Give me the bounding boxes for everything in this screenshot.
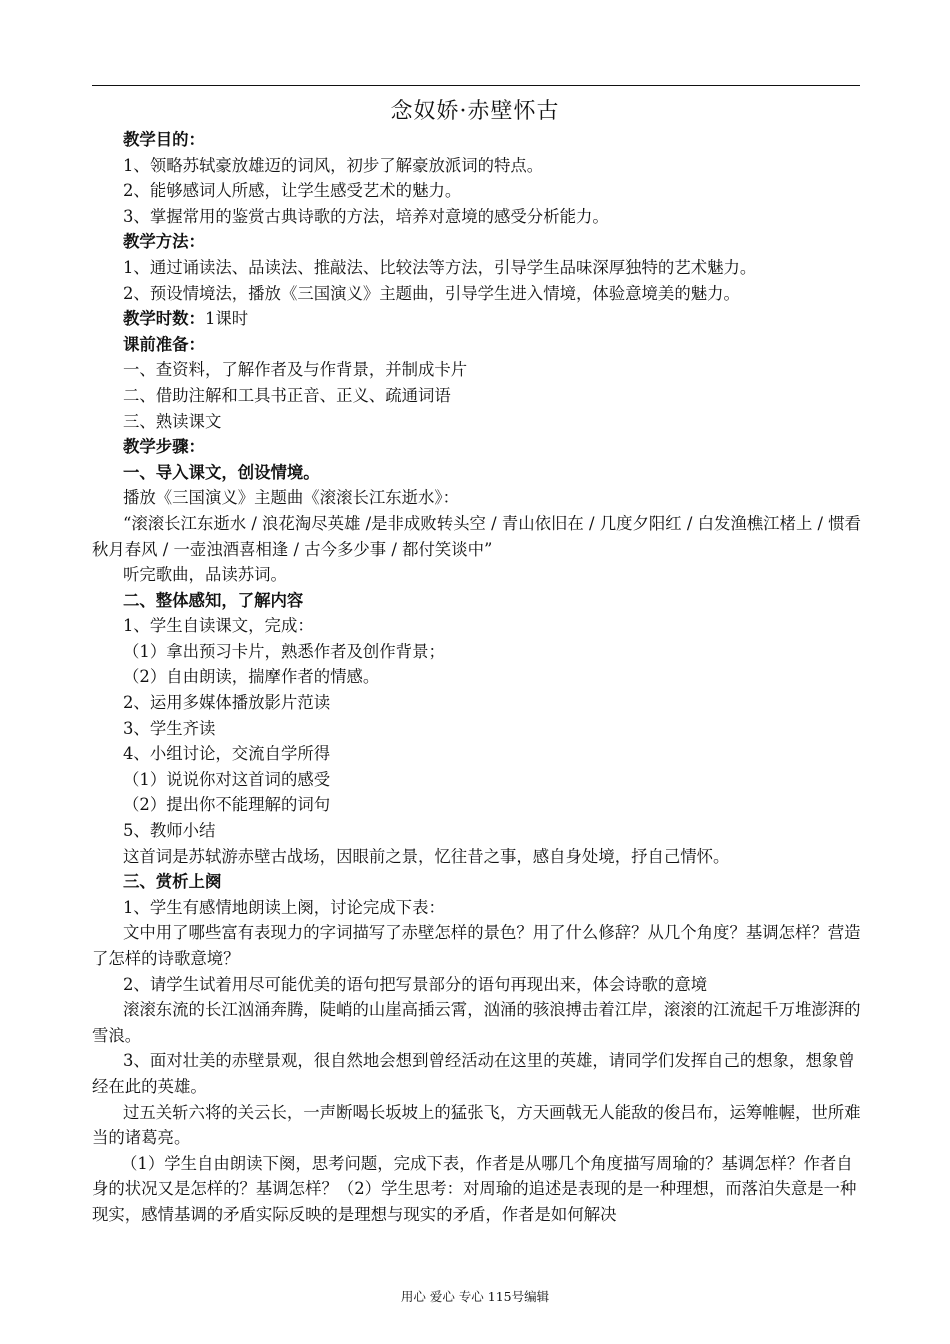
heading-preparation: 课前准备： [123,334,205,354]
page-footer: 用心 爱心 专心 115号编辑 [400,1289,550,1304]
step-2-heading: 二、整体感知，了解内容 [123,590,304,610]
preparation-1: 一、查资料，了解作者及与作背景，并制成卡片 [123,360,468,380]
step-3-item-2: 2、请学生试着用尽可能优美的语句把写景部分的语句再现出来，体会诗歌的意境 [123,974,708,994]
heading-methods: 教学方法： [123,232,205,252]
step-2-item-1a: （1）拿出预习卡片，熟悉作者及创作背景； [123,641,445,661]
objective-3: 3、掌握常用的鉴赏古典诗歌的方法，培养对意境的感受分析能力。 [123,206,609,226]
teaching-hours-label: 教学时数： [123,309,205,329]
step-2-item-4b: （2）提出你不能理解的词句 [123,795,331,815]
step-2-item-4: 4、小组讨论，交流自学所得 [123,744,331,764]
method-1: 1、通过诵读法、品读法、推敲法、比较法等方法，引导学生品味深厚独特的艺术魅力。 [123,257,757,277]
step-2-item-1: 1、学生自读课文，完成： [123,616,314,636]
teaching-hours-value: 1课时 [204,309,249,329]
step-1-after: 听完歌曲，品读苏词。 [123,565,287,585]
teaching-hours [92,306,864,332]
step-2-item-4a: （1）说说你对这首词的感受 [123,769,331,789]
preparation-3: 三、熟读课文 [123,411,222,431]
step-3-item-3: 3、面对壮美的赤壁景观，很自然地会想到曾经活动在这里的英雄，请同学们发挥自己的想象，想象曾经在此的英雄。 [92,1051,855,1096]
objective-1: 1、领略苏轼豪放雄迈的词风，初步了解豪放派词的特点。 [123,155,544,175]
step-3-analysis: （1）学生自由朗读下阕，思考问题，完成下表，作者是从哪几个角度描写周瑜的？基调怎样？作者自身的状况又是怎样的？基调怎样？（2）学生思考：对周瑜的追述是表现的是一种理想，而落泊失意是一种现实，感情基调的矛盾实际反映的是理想与现实的矛盾，作者是如何解决 [92,1153,857,1224]
step-3-heading: 三、赏析上阕 [123,872,222,892]
step-2-item-1b: （2）自由朗读，揣摩作者的情感。 [123,667,380,687]
step-3-heroes: 过五关斩六将的关云长，一声断喝长坂坡上的猛张飞，方天画戟无人能敌的俊吕布，运筹帷幄，世所难当的诸葛亮。 [92,1102,861,1148]
header-rule [92,85,860,86]
document-body [92,127,864,1228]
step-3-item-1: 1、学生有感情地朗读上阕，讨论完成下表： [123,897,445,917]
step-3-scene: 滚滚东流的长江汹涌奔腾，陡峭的山崖高插云霄，汹涌的骇浪搏击着江岸，滚滚的江流起千万堆澎湃的雪浪。 [92,1000,861,1045]
step-1-heading: 一、导入课文，创设情境。 [123,462,320,482]
heading-objectives: 教学目的： [123,130,205,149]
step-2-summary: 这首词是苏轼游赤壁古战场，因眼前之景，忆往昔之事，感自身处境，抒自己情怀。 [123,846,730,866]
step-2-item-2: 2、运用多媒体播放影片范读 [123,693,331,713]
step-3-question: 文中用了哪些富有表现力的字词描写了赤壁怎样的景色？用了什么修辞？从几个角度？基调怎样？营造了怎样的诗歌意境？ [92,923,861,968]
step-2-item-3: 3、学生齐读 [123,718,216,738]
method-2: 2、预设情境法，播放《三国演义》主题曲，引导学生进入情境，体验意境美的魅力。 [123,283,740,303]
step-1-song: 播放《三国演义》主题曲《滚滚长江东逝水》： [123,488,460,508]
heading-steps: 教学步骤： [123,437,205,457]
step-2-item-5: 5、教师小结 [123,821,216,841]
page-title: 念奴娇·赤壁怀古 [390,99,560,124]
song-lyrics: “滚滚长江东逝水 / 浪花淘尽英雄 /是非成败转头空 / 青山依旧在 / 几度夕阳红 / 白发渔樵江楮上 / 惯看秋月春风 / 一壶浊酒喜相逢 / 古今多少事 / 都付笑谈中” [92,513,862,559]
objective-2: 2、能够感词人所感，让学生感受艺术的魅力。 [123,181,462,201]
preparation-2: 二、借助注解和工具书正音、正义、疏通词语 [123,385,451,405]
